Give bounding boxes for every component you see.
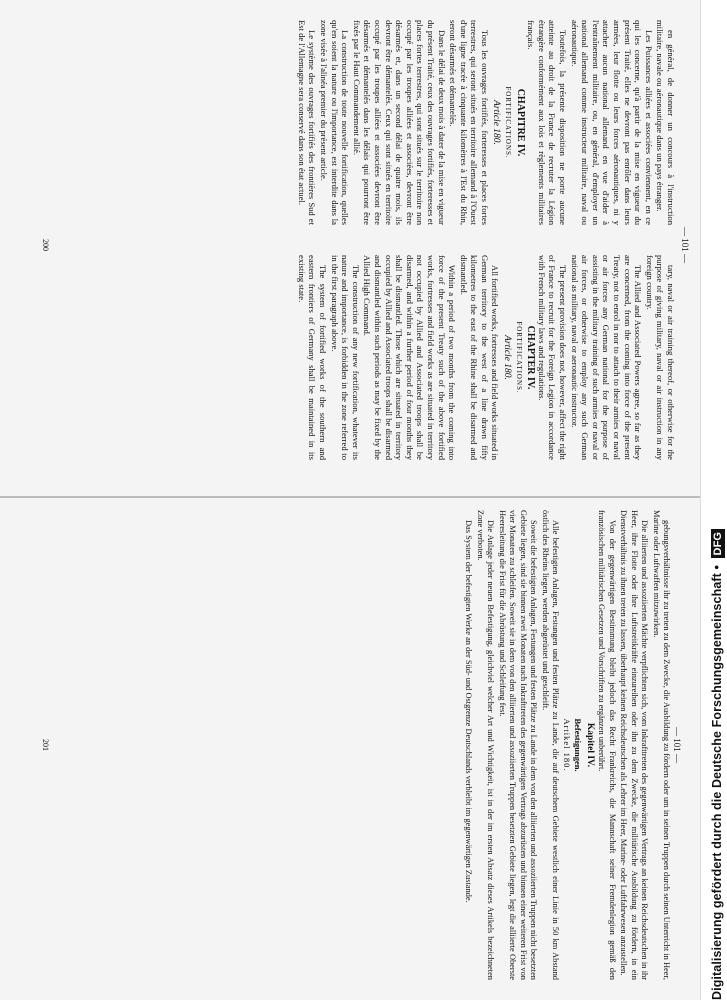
paragraph: Von der gegenwärtigen Bestimmung bleibt jedoch das Recht Frankreichs, die Mannschaft seiner Fremdenlegion gemäß den französischen militärischen Gesetzen und Vorschriften zu ergänzen unberührt. <box>597 510 617 980</box>
paragraph: Toutefois, la présente disposition ne porte aucune atteinte au droit de la France de recruter la Légion étrangère conformément aux lois et règlements militaires français. <box>526 20 569 225</box>
dfg-logo: DFG <box>711 529 725 559</box>
paragraph: The present provision does not, however, affect the right of France to recruit for the Foreign Legion in accordance with French military laws and regulations. <box>536 255 569 460</box>
chapter-title-en: CHAPTER IV. <box>525 325 537 390</box>
paragraph: Les Puissances alliées et associées conviennent, en ce qui les concerne, qu'à partir de la mise en vigueur du présent Traité, elles ne devront pas enrôler dans leurs armées, leur flotte ou leurs forces aéronautiques, ni y attacher aucun national allemand en vue d'aider à l'entraînement militaire, ou, en général, d'employer un national allemand comme instructeur militaire, naval ou aéronautique. <box>569 20 654 225</box>
chapter-title-fr: CHAPITRE IV. <box>514 88 526 157</box>
dfg-separator: • <box>710 561 724 574</box>
paragraph: Tous les ouvrages fortifiés, forteresses et places fortes terrestres, qui seront situés en territoire allemand à l'Ouest d'une ligne tracée à cinquante kilomètres à l'Est du Rhin, seront désarmés et démantelés. <box>448 20 490 225</box>
page-french-english <box>10 10 690 480</box>
paragraph: La construction de toute nouvelle fortification, quelles qu'en soient la nature ou l'importance, est interdite dans la zone visée à l'alinéa premier du présent article. <box>319 20 351 225</box>
page-number-footer: 200 <box>41 239 50 251</box>
article-heading-fr: Article 180. <box>491 100 502 145</box>
german-text-block <box>462 510 682 980</box>
paragraph: gebungsverhältnisse ihr zu treten zu dem Zwecke, die Ausbildung zu fördern oder um in seinen Truppen durch seinen Unterricht in Heer, Marine oder Luftwaffen mitzuwirken. <box>652 510 672 980</box>
english-column <box>295 255 676 460</box>
paragraph: Within a period of two months from the coming into force of the present Treaty such of the above fortified works, fortresses and field works as are situated in territory not occupied by Allied and Associated troops shall be disarmed, and within a further period of four months they shall be dismantled. Those which are situated in territory occupied by Allied and Associated troops shall be disarmed and dismantled within such periods as may be fixed by the Allied High Command. <box>362 255 458 460</box>
paragraph: Le système des ouvrages fortifiés des frontières Sud et Est de l'Allemagne sera conservé dans son état actuel. <box>296 20 318 225</box>
page-number-footer-de: 201 <box>41 739 50 751</box>
chapter-title-de: Kapitel IV. <box>585 722 595 768</box>
chapter-subtitle-fr: FORTIFICATIONS. <box>504 86 513 159</box>
article-heading-de: Artikel 180. <box>562 718 572 772</box>
paragraph: The system of fortified works of the southern and eastern frontiers of Germany shall be maintained in its existing state. <box>296 255 328 460</box>
page-german <box>10 510 690 980</box>
paragraph: Die Anlage jeder neuen Befestigung, gleichviel welcher Art und Wichtigkeit, ist in der im ersten Absatz dieses Artikels bezeichneten Zone verboten. <box>476 510 496 980</box>
paragraph: The construction of any new fortification, whatever its nature and importance, is forbidden in the zone referred to in the first paragraph above. <box>329 255 361 460</box>
french-column <box>295 20 676 225</box>
page-number-header-de: — 101 — <box>672 727 682 763</box>
dfg-funding-notice <box>707 2 727 1000</box>
paragraph: en général, de donner un concours à l'instruction militaire, navale ou aéronautique dans un pays étranger. <box>655 20 676 225</box>
paragraph: tary, naval or air training thereof, or otherwise for the purpose of giving military, naval or air instruction in any foreign country. <box>644 255 676 460</box>
chapter-subtitle-de: Befestigungen. <box>573 718 584 772</box>
paragraph: Die alliierten und assoziierten Mächte verpflichten sich, vom Inkrafttreten des gegenwärtigen Vertrags an keinen Reichsdeutschen in ihr Heer, ihre Flotte oder ihre Luftstreitkräfte einzureihen oder ihn zu dem Zwecke, die militärische Ausbildung zu fördern, in ein Dienstverhältnis zu ihnen treten zu lassen, überhaupt keinen Reichsdeutschen als Lehrer im Heer, Marine- oder Luftfahrwesen anzustellen. <box>619 510 650 980</box>
dfg-notice-text: Digitalisierung gefördert durch die Deutsche Forschungsgemeinschaft <box>710 573 724 1000</box>
chapter-subtitle-en: FORTIFICATIONS. <box>514 321 523 394</box>
paragraph: Das System der befestigten Werke an der Süd- und Ostgrenze Deutschlands verbleibt im gegenwärtigen Zustande. <box>464 520 474 903</box>
paragraph: The Allied and Associated Powers agree, so far as they are concerned, from the coming into force of the present Treaty, not to enrol in nor to attach to their armies or naval or air forces any German national for the purpose of assisting in the military training of such armies or naval or air forces, or otherwise to employ any such German national as military, naval or aeronautic instructor. <box>569 255 644 460</box>
paragraph: Soweit die befestigten Anlagen, Festungen und festen Plätze zu Lande in dem von den alliierten und assoziierten Truppen nicht besetzten Gebiete liegen, sind sie binnen zwei Monaten nach Inkrafttreten des gegenwärtigen Vertrags abzurüsten und binnen einer weiteren Frist von vier Monaten zu schleifen. Soweit sie in dem von den alliierten und assoziierten Truppen besetzten Gebiete liegen, legt die alliierte Oberste Heeresleitung die Frist für die Abrüstung und Schleifung fest. <box>498 510 539 980</box>
paragraph: All fortified works, fortresses and field works situated in German territory to the west of a line drawn fifty kilometres to the east of the Rhine shall be disarmed and dismantled. <box>458 255 501 460</box>
paragraph: Alle befestigten Anlagen, Festungen und festen Plätze zu Lande, die auf deutschem Gebiete westlich einer Linie in 50 km Abstand östlich des Rheins liegen, werden abgerüstet und geschleift. <box>541 510 561 980</box>
paragraph: Dans le délai de deux mois à dater de la mise en vigueur du présent Traité, ceux des ouvrages fortifiés, forteresses et places fortes terrestres, qui sont situés sur le territoire non occupé par les troupes alliées et associées, devront être désarmés et, dans un second délai de quatre mois, ils devront être démantelés. Ceux qui sont situés en territoire occupé par les troupes alliées et associées devront être désarmés et démantelés dans les délais qui pourront être fixés par le Haut Commandement allié. <box>351 20 447 225</box>
article-heading-en: Article 180. <box>502 335 513 380</box>
dfg-funding-stripe <box>700 0 727 1000</box>
page-divider <box>0 496 700 498</box>
page-number-header: — 101 — <box>680 227 690 263</box>
